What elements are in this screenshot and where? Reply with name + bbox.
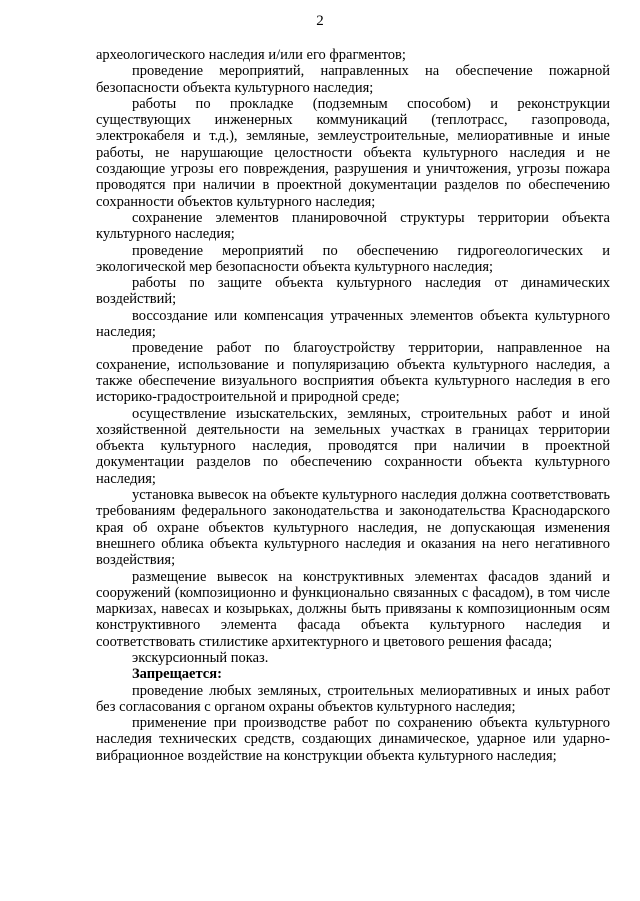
paragraph-dynamic-protection: работы по защите объекта культурного наследия от динамических воздействий; (96, 275, 610, 308)
paragraph-landscaping: проведение работ по благоустройству территории, направленное на сохранение, использование и популяризацию объекта культурного наследия, а также обеспечение визуального восприятия объекта культурного наследия в его историко-градостроительной и природной среде; (96, 340, 610, 406)
document-body (96, 47, 610, 764)
paragraph-fire-safety: проведение мероприятий, направленных на обеспечение пожарной безопасности объекта культурного наследия; (96, 63, 610, 96)
paragraph-signage-installation: установка вывесок на объекте культурного наследия должна соответствовать требованиям федерального законодательства и законодательства Краснодарского края об охране объектов культурного наследия, не допускающая изменения внешнего облика объекта культурного наследия и оказания на него негативного воздействия; (96, 487, 610, 569)
paragraph-unapproved-works: проведение любых земляных, строительных мелиоративных и иных работ без согласования с органом охраны объектов культурного наследия; (96, 682, 610, 715)
paragraph-planning-structure: сохранение элементов планировочной структуры территории объекта культурного наследия; (96, 209, 610, 243)
paragraph-heritage-fragments: археологического наследия и/или его фрагментов; (96, 47, 406, 63)
paragraph-hydrogeological: проведение мероприятий по обеспечению гидрогеологических и экологической мер безопасности объекта культурного наследия; (96, 242, 610, 275)
paragraph-engineering-works: работы по прокладке (подземным способом) и реконструкции существующих инженерных коммуникаций (теплотрасс, газопровода, электрокабеля и т.д.), земляные, землеустроительные, мелиоративные и иные работы, не нарушающие целостности объекта культурного наследия и не создающие угрозы его повреждения, разрушения и уничтожения, угрозы пожара проводятся при наличии в проектной документации разделов по обеспечению сохранности объектов культурного наследия; (96, 95, 610, 210)
paragraph-survey-works: осуществление изыскательских, земляных, строительных работ и иной хозяйственной деятельности на земельных участках в границах территории объекта культурного наследия, проводятся при наличии в проектной документации разделов по обеспечению сохранности объекта культурного наследия; (96, 405, 610, 487)
heading-prohibited: Запрещается: (132, 666, 222, 683)
paragraph-recreation: воссоздание или компенсация утраченных элементов объекта культурного наследия; (96, 307, 610, 341)
paragraph-vibration-means: применение при производстве работ по сохранению объекта культурного наследия технических средств, создающих динамическое, ударное или ударно-вибрационное воздействие на конструкции объекта культурного наследия; (96, 715, 610, 764)
page-number: 2 (316, 13, 324, 29)
paragraph-excursion: экскурсионный показ. (132, 649, 269, 666)
paragraph-signage-placement: размещение вывесок на конструктивных элементах фасадов зданий и сооружений (композиционно и функционально связанных с фасадом), в том числе маркизах, навесах и козырьках, должны быть привязаны к композиционным осям конструктивного элемента фасада объекта культурного наследия и соответствовать стилистике архитектурного и цветового решения фасада; (96, 568, 610, 650)
